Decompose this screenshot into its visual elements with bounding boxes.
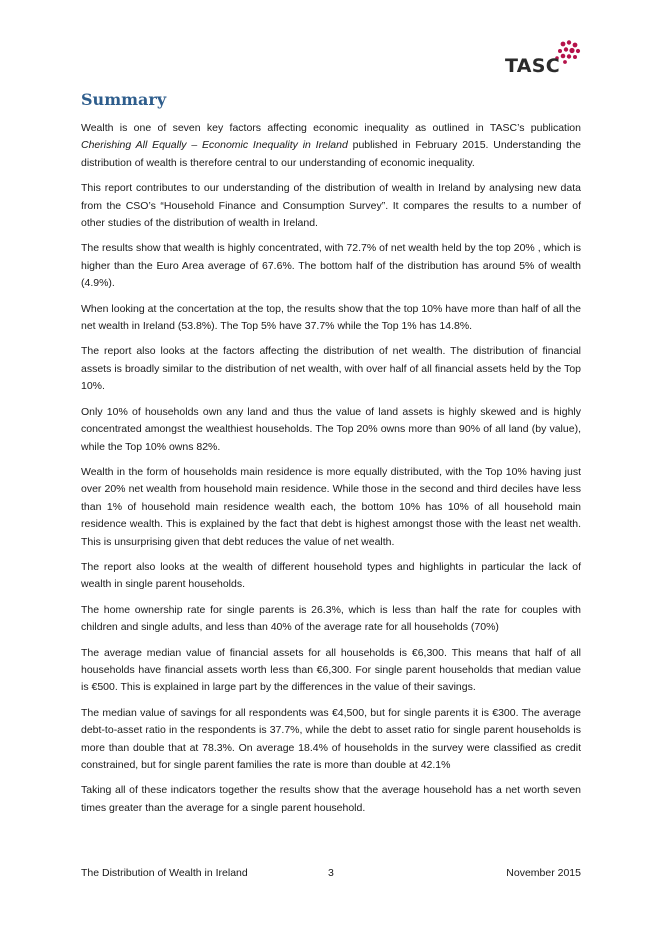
publication-title: Cherishing All Equally – Economic Inequality in Ireland [81, 139, 348, 152]
footer-document-title: The Distribution of Wealth in Ireland [81, 867, 248, 879]
paragraph: The average median value of financial assets for all households is €6,300. This means that half of all households have financial assets worth less than €6,300. For single parent households that median value is €500. This is explained in large part by the differences in the value of their savings. [81, 646, 581, 694]
paragraph [81, 120, 581, 172]
page-footer [81, 867, 581, 883]
paragraph: The home ownership rate for single parents is 26.3%, which is less than half the rate for couples with children and single adults, and less than 40% of the average rate for all households (70%) [81, 603, 581, 634]
summary-body [81, 120, 581, 825]
page-number: 3 [328, 867, 334, 879]
paragraph: The results show that wealth is highly concentrated, with 72.7% of net wealth held by the top 20% , which is higher than the Euro Area average of 67.6%. The bottom half of the distribution has around 5% of wealth (4.9%). [81, 242, 581, 290]
paragraph: When looking at the concertation at the top, the results show that the top 10% have more than half of all the net wealth in Ireland (53.8%). The Top 5% have 37.7% while the Top 1% has 14.8%. [81, 302, 581, 333]
paragraph: This report contributes to our understanding of the distribution of wealth in Ireland by analysing new data from the CSO’s “Household Finance and Consumption Survey”. It compares the results to a number of other studies of the distribution of wealth in Ireland. [81, 182, 581, 230]
page-title: Summary [81, 90, 167, 109]
tasc-logo [505, 40, 585, 80]
logo-text: TASC [505, 55, 561, 77]
paragraph: Taking all of these indicators together the results show that the average household has a net worth seven times greater than the average for a single parent household. [81, 784, 581, 814]
footer-date: November 2015 [506, 867, 581, 879]
paragraph: Only 10% of households own any land and thus the value of land assets is highly skewed and is highly concentrated amongst the wealthiest households. The Top 20% owns more than 90% of all land (by value), while the Top 10% owns 82%. [81, 405, 581, 453]
paragraph-text: published in February 2015. Understanding the distribution of wealth is therefore central to our understanding of economic inequality. [81, 139, 582, 169]
paragraph-text: Wealth is one of seven key factors affecting economic inequality as outlined in TASC’s publication [81, 122, 581, 134]
paragraph: The report also looks at the factors affecting the distribution of net wealth. The distribution of financial assets is broadly similar to the distribution of net wealth, with over half of all financial assets held by the Top 10%. [81, 345, 581, 393]
paragraph: The report also looks at the wealth of different household types and highlights in particular the lack of wealth in single parent households. [81, 560, 581, 591]
paragraph: Wealth in the form of households main residence is more equally distributed, with the Top 10% having just over 20% net wealth from household main residence. While those in the second and third deciles have less than 1% of household main residence wealth each, the bottom 10% has 10% of all household main residence wealth. This is explained by the fact that debt is highest amongst those with the least net wealth. This is unsurprising given that debt reduces the value of net wealth. [81, 465, 581, 548]
paragraph: The median value of savings for all respondents was €4,500, but for single parents it is €300. The average debt-to-asset ratio in the respondents is 37.7%, while the debt to asset ratio for single parent households is more than double that at 78.3%. On average 18.4% of households in the survey were classified as credit constrained, but for single parent families the rate is more than double at 42.1% [81, 706, 581, 771]
